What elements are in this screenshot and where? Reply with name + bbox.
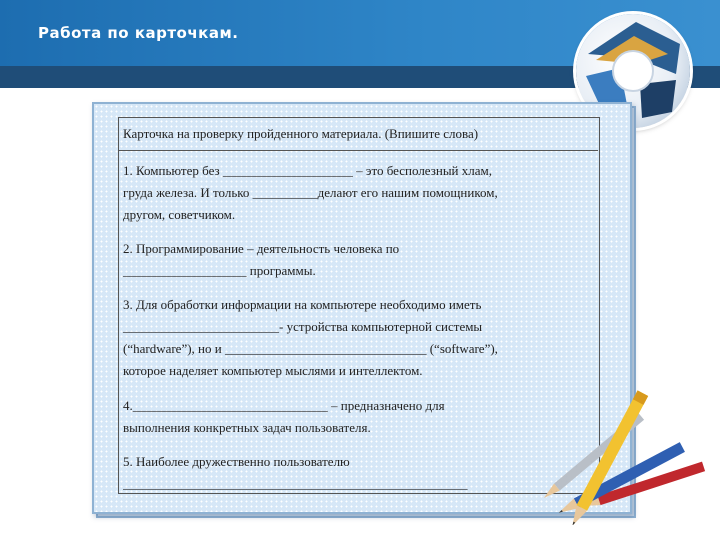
question-3 [123, 294, 593, 382]
question-1-line-1: 1. Компьютер без ____________________ – это бесполезный хлам, [123, 163, 493, 178]
question-3-line-1: 3. Для обработки информации на компьютере необходимо иметь [123, 297, 482, 312]
card-header: Карточка на проверку пройденного материала. (Впишите слова) [123, 126, 479, 141]
question-2-line-1: 2. Программирование – деятельность человека по [123, 241, 400, 256]
slide-title: Работа по карточкам. [38, 24, 239, 42]
question-1-line-2: груда железа. И только __________делают его нашим помощником, [123, 185, 498, 200]
question-5-line-1: 5. Наиболее дружественно пользователю [123, 454, 350, 469]
question-3-line-2: ________________________- устройства компьютерной системы [123, 319, 483, 334]
question-1-line-3: другом, советчиком. [123, 207, 236, 222]
question-2-line-2: ___________________ программы. [123, 263, 316, 278]
question-3-line-3: (“hardware”), но и _______________________________ (“software”), [123, 341, 498, 356]
question-3-line-4: которое наделяет компьютер мыслями и интеллектом. [123, 363, 423, 378]
question-1 [123, 160, 593, 226]
question-4-line-2: выполнения конкретных задач пользователя. [123, 420, 371, 435]
pencils-icon [520, 385, 710, 530]
question-2 [123, 238, 593, 282]
question-5-line-2: _____________________________________________________ [123, 476, 468, 491]
question-4-line-1: 4.______________________________ – предназначено для [123, 398, 445, 413]
